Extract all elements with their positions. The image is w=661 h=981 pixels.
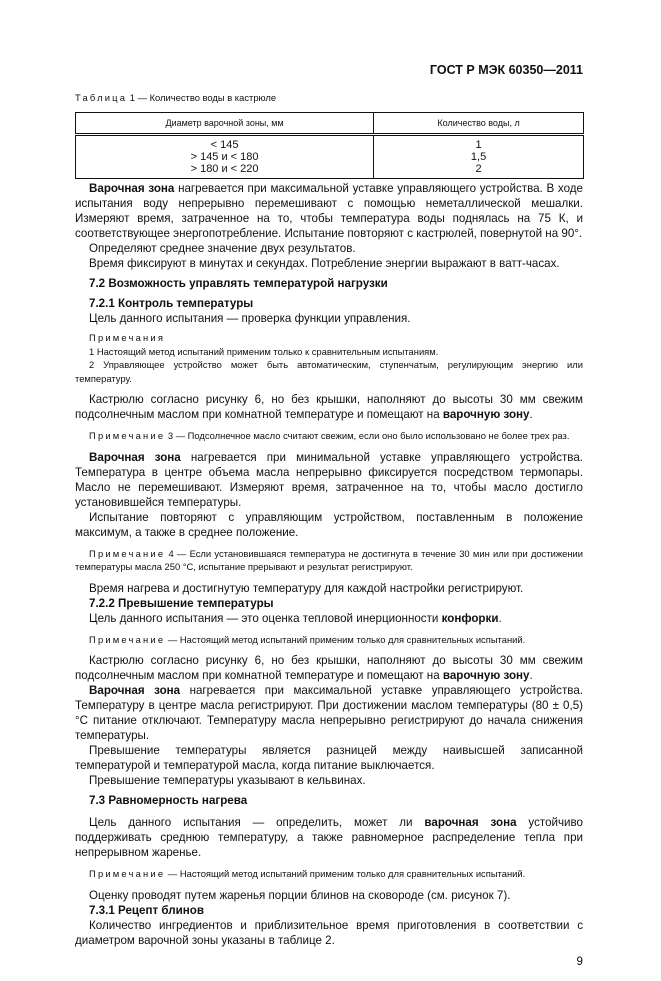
paragraph: Количество ингредиентов и приблизительное время приготовления в соответствии с диаметром варочной зоны указаны в таблице 2.: [75, 918, 583, 947]
term: варочную зону: [442, 408, 530, 421]
note: 2 Управляющее устройство может быть автоматическим, ступенчатым, регулирующим энергию или температуру.: [75, 359, 583, 384]
water-quantity-table: [75, 112, 584, 179]
text: — Настоящий метод испытаний применим только для сравнительных испытаний.: [165, 633, 526, 645]
note: [75, 633, 583, 647]
document-header: ГОСТ Р МЭК 60350—2011: [429, 63, 583, 77]
text: нагревается при максимальной уставке управляющего устройства. Температуру в центре масла регистрируют. При достижении маслом температуры (80 ± 0,5) °С питание отключают. Температуру масла непрерывно регистрируют до начала снижения температуры.: [75, 684, 583, 742]
note-label: Примечание: [89, 868, 166, 879]
section-heading-7-3-1: 7.3.1 Рецепт блинов: [89, 903, 204, 917]
term: конфорки: [441, 611, 499, 625]
document-body: [75, 181, 583, 981]
table-cell: 2: [374, 163, 584, 179]
table-caption-text: 1 — Количество воды в кастрюле: [129, 92, 277, 103]
table-cell: < 145: [76, 135, 374, 152]
table-cell: > 145 и < 180: [76, 151, 374, 163]
text: Кастрюлю согласно рисунку 6, но без крышки, наполняют до высоты 30 мм свежим подсолнечным маслом при комнатной температуре и помещают на: [75, 393, 583, 421]
text: Кастрюлю согласно рисунку 6, но без крышки, наполняют до высоты 30 мм свежим подсолнечным маслом при комнатной температуре и помещают на: [75, 654, 583, 682]
note-label: Примечание: [89, 547, 166, 559]
section-heading-7-2-2: 7.2.2 Превышение температуры: [89, 596, 274, 610]
section-heading-7-2-1: 7.2.1 Контроль температуры: [89, 297, 254, 310]
text: 3 — Подсолнечное масло считают свежим, если оно было использовано не более трех раз.: [165, 430, 570, 441]
note-label: Примечание: [89, 430, 166, 441]
text: .: [498, 611, 502, 625]
term: варочную зону: [442, 669, 530, 682]
paragraph: [75, 683, 583, 743]
text: Цель данного испытания — определить, может ли: [89, 816, 425, 829]
paragraph: [75, 653, 583, 683]
paragraph: [75, 450, 583, 510]
table-header: Диаметр варочной зоны, мм: [76, 113, 374, 135]
text: .: [529, 669, 533, 682]
term: варочная зона: [424, 816, 517, 829]
text: — Настоящий метод испытаний применим только для сравнительных испытаний.: [165, 868, 526, 879]
table-cell: 1: [374, 135, 584, 152]
term: Варочная зона: [89, 450, 181, 464]
paragraph: Превышение температуры является разницей между наивысшей записанной температурой и температурой масла, когда питание выключается.: [75, 744, 583, 772]
term: Варочная зона: [89, 182, 175, 195]
note-label: Примечание: [89, 633, 166, 645]
text: нагревается при минимальной уставке управляющего устройства. Температура в центре объема масла непрерывно фиксируется посредством термопары. Масло не перемешивают. Измеряют время, затраченное на то, чтобы масло достигло установившейся температуры.: [75, 450, 584, 509]
table-cell: 1,5: [374, 151, 584, 163]
table-header: Количество воды, л: [374, 113, 584, 135]
note: 1 Настоящий метод испытаний применим только к сравнительным испытаниям.: [89, 345, 439, 357]
paragraph: Испытание повторяют с управляющим устройством, поставленным в положение максимум, а также в среднее положение.: [75, 510, 583, 539]
paragraph: Время фиксируют в минутах и секундах. Потребление энергии выражают в ватт-часах.: [89, 257, 560, 270]
table-row: [76, 151, 584, 163]
paragraph: [75, 815, 583, 860]
text: Цель данного испытания — это оценка тепловой инерционности: [89, 611, 442, 625]
paragraph: [75, 611, 583, 626]
paragraph: Цель данного испытания — проверка функции управления.: [89, 312, 411, 325]
note: [75, 867, 583, 881]
table-caption: [75, 92, 276, 103]
page-number: 9: [576, 954, 583, 968]
paragraph: [75, 181, 583, 241]
table-row: [76, 135, 584, 152]
text: .: [529, 408, 533, 421]
text: устойчиво поддерживать среднюю температуру, а также равномерное распределение тепла при непрерывном жаренье.: [75, 816, 583, 859]
paragraph: Время нагрева и достигнутую температуру для каждой настройки регистрируют.: [89, 581, 524, 595]
note: [75, 429, 583, 443]
note: [75, 547, 583, 574]
text: 4 — Если установившаяся температура не достигнута в течение 30 мин или при достижении температуры масла 250 °С, испытание прерывают и результат регистрируют.: [75, 547, 583, 572]
section-heading-7-3: 7.3 Равномерность нагрева: [89, 794, 248, 807]
paragraph: Превышение температуры указывают в кельвинах.: [89, 774, 366, 787]
paragraph: Оценку проводят путем жаренья порции блинов на сковороде (см. рисунок 7).: [89, 888, 511, 902]
paragraph: Определяют среднее значение двух результатов.: [89, 242, 356, 255]
text: нагревается при максимальной уставке управляющего устройства. В ходе испытания воду непрерывно перемешивают с помощью неметаллической мешалки. Измеряют время, затраченное на то, чтобы температура воды поднялась на 75 К, и соответствующее энергопотребление. Испытание повторяют с кастрюлей, повернутой на 90°.: [75, 182, 583, 240]
term: Варочная зона: [89, 684, 181, 697]
table-row: [76, 163, 584, 179]
paragraph: [75, 392, 583, 422]
table-caption-prefix: Таблица: [75, 92, 128, 103]
table-cell: > 180 и < 220: [76, 163, 374, 179]
section-heading-7-2: 7.2 Возможность управлять температурой нагрузки: [89, 277, 388, 290]
notes-title: Примечания: [89, 332, 166, 343]
